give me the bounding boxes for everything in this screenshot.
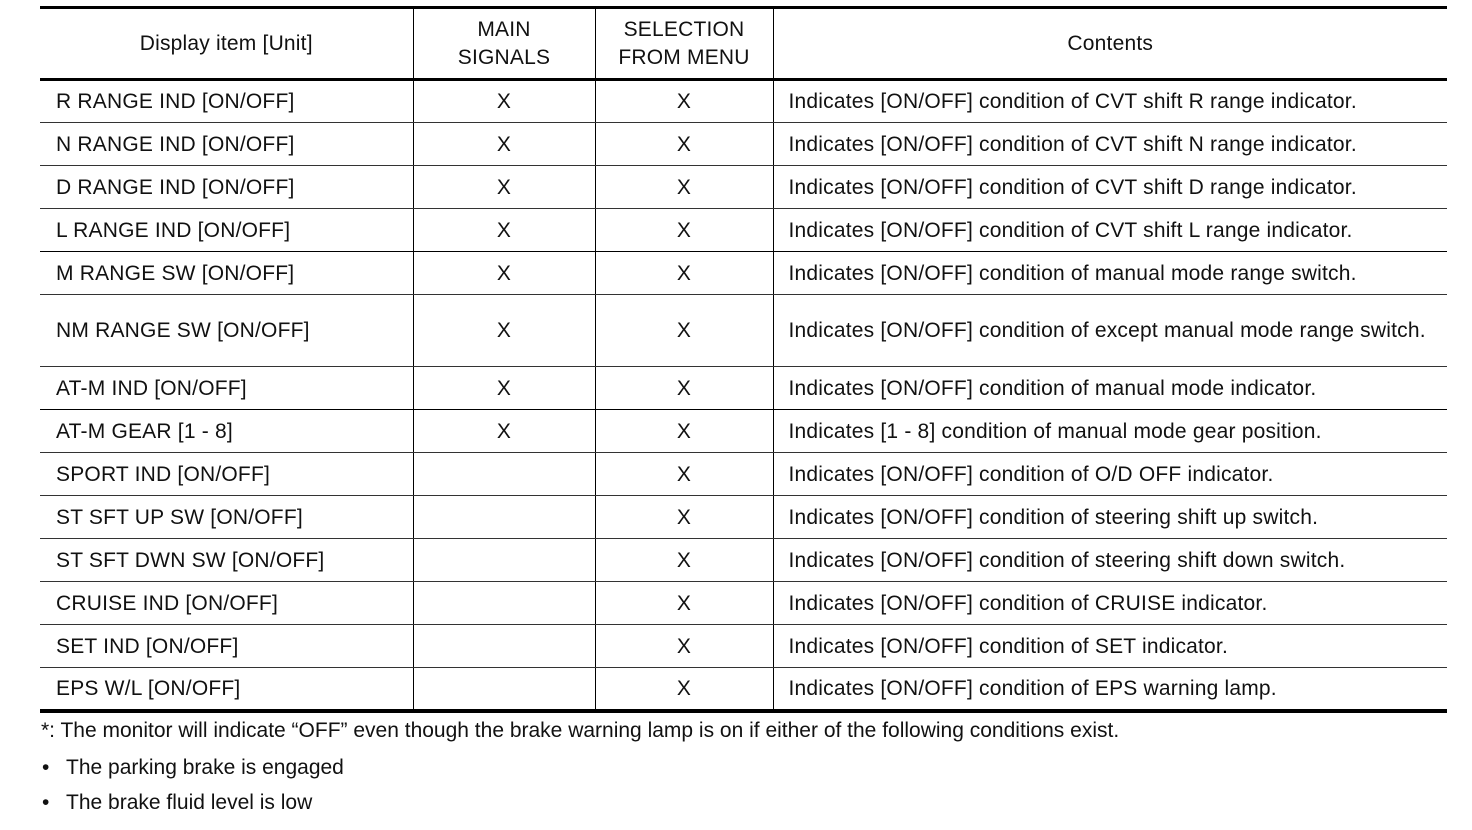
cell-selection-from-menu: X xyxy=(595,80,773,123)
table-row xyxy=(40,410,1447,453)
cell-display-item: M RANGE SW [ON/OFF] xyxy=(40,252,413,295)
cell-contents: Indicates [ON/OFF] condition of except manual mode range switch. xyxy=(773,295,1447,367)
cell-contents: Indicates [ON/OFF] condition of steering shift down switch. xyxy=(773,539,1447,582)
cell-contents: Indicates [ON/OFF] condition of O/D OFF indicator. xyxy=(773,453,1447,496)
bullet-text: The brake fluid level is low xyxy=(66,791,313,814)
cell-main-signals: X xyxy=(413,166,595,209)
cell-main-signals: X xyxy=(413,367,595,410)
cell-display-item: D RANGE IND [ON/OFF] xyxy=(40,166,413,209)
cell-contents: Indicates [ON/OFF] condition of manual mode range switch. xyxy=(773,252,1447,295)
cell-selection-from-menu: X xyxy=(595,539,773,582)
cell-main-signals xyxy=(413,539,595,582)
cell-selection-from-menu: X xyxy=(595,252,773,295)
cell-display-item: ST SFT DWN SW [ON/OFF] xyxy=(40,539,413,582)
cell-selection-from-menu: X xyxy=(595,166,773,209)
bullet-item xyxy=(42,789,312,817)
cell-display-item: L RANGE IND [ON/OFF] xyxy=(40,209,413,252)
cell-main-signals xyxy=(413,625,595,668)
cell-display-item: AT-M IND [ON/OFF] xyxy=(40,367,413,410)
bullet-marker: • xyxy=(42,756,50,779)
cell-contents: Indicates [ON/OFF] condition of CVT shift L range indicator. xyxy=(773,209,1447,252)
table-row xyxy=(40,367,1447,410)
cell-contents: Indicates [1 - 8] condition of manual mode gear position. xyxy=(773,410,1447,453)
cell-display-item: EPS W/L [ON/OFF] xyxy=(40,668,413,711)
header-main-line2: SIGNALS xyxy=(457,45,551,69)
cell-contents: Indicates [ON/OFF] condition of SET indicator. xyxy=(773,625,1447,668)
cell-selection-from-menu: X xyxy=(595,410,773,453)
footnote-text: *: The monitor will indicate “OFF” even though the brake warning lamp is on if either of the following conditions exist. xyxy=(41,719,1120,742)
header-contents: Contents xyxy=(773,8,1447,80)
cell-main-signals xyxy=(413,582,595,625)
cell-contents: Indicates [ON/OFF] condition of CRUISE indicator. xyxy=(773,582,1447,625)
cell-main-signals: X xyxy=(413,252,595,295)
cell-contents: Indicates [ON/OFF] condition of EPS warning lamp. xyxy=(773,668,1447,711)
display-items-table xyxy=(40,6,1447,713)
cell-main-signals xyxy=(413,496,595,539)
table-row xyxy=(40,496,1447,539)
cell-selection-from-menu: X xyxy=(595,668,773,711)
bullet-item xyxy=(42,754,344,782)
cell-contents: Indicates [ON/OFF] condition of CVT shift D range indicator. xyxy=(773,166,1447,209)
document-page xyxy=(40,6,1447,713)
header-sel-line2: FROM MENU xyxy=(618,45,750,69)
cell-selection-from-menu: X xyxy=(595,582,773,625)
bullet-text: The parking brake is engaged xyxy=(66,756,344,779)
table-row xyxy=(40,582,1447,625)
header-main-line1: MAIN xyxy=(477,17,531,41)
cell-selection-from-menu: X xyxy=(595,209,773,252)
table-row xyxy=(40,539,1447,582)
cell-display-item: SPORT IND [ON/OFF] xyxy=(40,453,413,496)
cell-display-item: N RANGE IND [ON/OFF] xyxy=(40,123,413,166)
cell-main-signals: X xyxy=(413,209,595,252)
cell-main-signals xyxy=(413,668,595,711)
table-row xyxy=(40,453,1447,496)
table-row xyxy=(40,252,1447,295)
cell-selection-from-menu: X xyxy=(595,367,773,410)
cell-main-signals: X xyxy=(413,123,595,166)
table-row xyxy=(40,166,1447,209)
cell-display-item: ST SFT UP SW [ON/OFF] xyxy=(40,496,413,539)
cell-selection-from-menu: X xyxy=(595,295,773,367)
table-row xyxy=(40,209,1447,252)
header-selection-from-menu xyxy=(595,8,773,80)
cell-selection-from-menu: X xyxy=(595,496,773,539)
cell-contents: Indicates [ON/OFF] condition of CVT shift R range indicator. xyxy=(773,80,1447,123)
bullet-marker: • xyxy=(42,791,50,814)
cell-contents: Indicates [ON/OFF] condition of manual mode indicator. xyxy=(773,367,1447,410)
cell-display-item: R RANGE IND [ON/OFF] xyxy=(40,80,413,123)
cell-display-item: CRUISE IND [ON/OFF] xyxy=(40,582,413,625)
cell-display-item: AT-M GEAR [1 - 8] xyxy=(40,410,413,453)
cell-main-signals: X xyxy=(413,80,595,123)
table-row xyxy=(40,668,1447,711)
cell-contents: Indicates [ON/OFF] condition of CVT shift N range indicator. xyxy=(773,123,1447,166)
cell-contents: Indicates [ON/OFF] condition of steering shift up switch. xyxy=(773,496,1447,539)
header-display-item: Display item [Unit] xyxy=(40,8,413,80)
cell-display-item: SET IND [ON/OFF] xyxy=(40,625,413,668)
cell-selection-from-menu: X xyxy=(595,625,773,668)
cell-main-signals: X xyxy=(413,295,595,367)
cell-display-item: NM RANGE SW [ON/OFF] xyxy=(40,295,413,367)
table-row xyxy=(40,80,1447,123)
cell-main-signals xyxy=(413,453,595,496)
header-sel-line1: SELECTION xyxy=(623,17,745,41)
table-row xyxy=(40,625,1447,668)
table-row xyxy=(40,123,1447,166)
cell-selection-from-menu: X xyxy=(595,123,773,166)
cell-main-signals: X xyxy=(413,410,595,453)
table-row xyxy=(40,295,1447,367)
table-header-row xyxy=(40,8,1447,80)
cell-selection-from-menu: X xyxy=(595,453,773,496)
header-main-signals xyxy=(413,8,595,80)
